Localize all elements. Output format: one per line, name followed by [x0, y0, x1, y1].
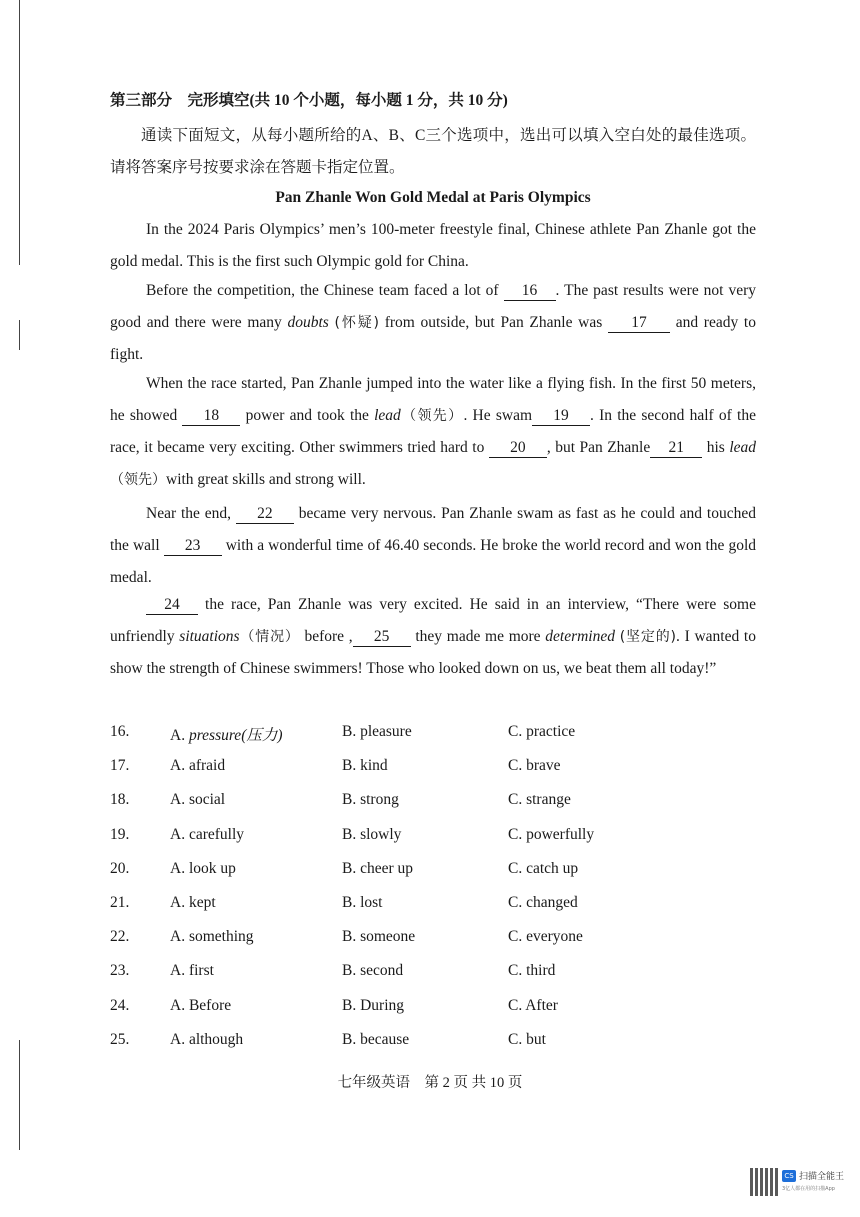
- glossed-word: lead: [729, 439, 756, 456]
- option-row: [110, 922, 756, 956]
- option-a: A. something: [170, 928, 254, 946]
- binding-line: [19, 0, 20, 265]
- option-a: A. kept: [170, 893, 216, 911]
- qr-code-icon: [750, 1168, 778, 1196]
- text-run: became very nervous. Pan Zhanle swam as fast as he could and touched the wall: [110, 505, 756, 554]
- option-c: C. strange: [508, 791, 571, 809]
- text-run: the race, Pan Zhanle was very excited. He said in an interview, “There were some unfriendly: [110, 596, 756, 645]
- option-c: C. changed: [508, 893, 578, 911]
- option-b: B. slowly: [342, 825, 402, 843]
- option-a: A. pressure(压力): [170, 727, 283, 744]
- blank-16: 16: [504, 282, 556, 301]
- section-heading: 第三部分 完形填空(共 10 个小题，每小题 1 分，共 10 分): [110, 92, 508, 109]
- option-row: [110, 1025, 756, 1059]
- question-number: 24.: [110, 996, 130, 1014]
- passage-paragraph-1: In the 2024 Paris Olympics’ men’s 100-meter freestyle final, Chinese athlete Pan Zhanle got the gold medal. This is the first such Olympic gold for China.: [110, 221, 756, 270]
- text-run: Near the end,: [146, 505, 236, 522]
- blank-21: 21: [650, 439, 702, 458]
- option-c: C. brave: [508, 757, 561, 775]
- option-row: [110, 888, 756, 922]
- question-number: 21.: [110, 893, 130, 911]
- camscanner-logo-icon: CS: [782, 1170, 796, 1182]
- blank-22: 22: [236, 505, 294, 524]
- passage-paragraph-4: [110, 498, 756, 594]
- text-run: with great skills and strong will.: [166, 471, 366, 488]
- blank-25: 25: [353, 628, 411, 647]
- passage-paragraph-2: [110, 275, 756, 371]
- option-b: B. someone: [342, 928, 416, 946]
- blank-18: 18: [182, 407, 240, 426]
- text-run: . In the second half of the race, it became very exciting. Other swimmers tried hard to: [110, 407, 756, 456]
- question-number: 18.: [110, 791, 130, 809]
- text-run: before ,: [299, 628, 353, 645]
- blank-19: 19: [532, 407, 590, 426]
- text-run: . The past results were not very good and there were many: [110, 282, 756, 331]
- option-b: B. lost: [342, 893, 383, 911]
- option-a: A. afraid: [170, 757, 226, 775]
- option-c: C. powerfully: [508, 825, 595, 843]
- question-number: 22.: [110, 928, 130, 946]
- question-number: 20.: [110, 859, 130, 877]
- answer-options: [110, 717, 756, 1059]
- option-c: C. catch up: [508, 859, 579, 877]
- option-b: B. kind: [342, 757, 388, 775]
- gloss: （情况）: [239, 629, 300, 645]
- option-row: [110, 785, 756, 819]
- text-run: . He swam: [463, 407, 533, 424]
- option-c: C. practice: [508, 723, 576, 740]
- gloss: （领先）: [110, 472, 166, 488]
- glossed-word: determined: [545, 628, 615, 645]
- gloss: (坚定的): [619, 629, 676, 645]
- option-a: A. look up: [170, 859, 236, 877]
- gloss: (怀疑): [334, 315, 379, 331]
- option-row: [110, 956, 756, 990]
- scanner-tagline: 3亿人都在用的扫描App: [782, 1186, 835, 1192]
- option-a: A. Before: [170, 996, 232, 1014]
- question-number: 23.: [110, 962, 130, 980]
- blank-17: 17: [608, 314, 670, 333]
- text-run: his: [702, 439, 730, 456]
- blank-20: 20: [489, 439, 547, 458]
- passage-paragraph-5: [110, 589, 756, 685]
- passage-title: Pan Zhanle Won Gold Medal at Paris Olympics: [275, 189, 591, 206]
- option-b: B. cheer up: [342, 859, 414, 877]
- binding-line: [19, 320, 20, 350]
- gloss: （领先）: [400, 408, 464, 424]
- option-b: B. strong: [342, 791, 399, 809]
- question-number: 17.: [110, 757, 130, 775]
- option-b: B. second: [342, 962, 404, 980]
- blank-24: 24: [146, 596, 198, 615]
- option-c: C. After: [508, 996, 558, 1014]
- option-b: B. During: [342, 996, 404, 1014]
- glossed-word: lead: [374, 407, 401, 424]
- question-number: 25.: [110, 1030, 130, 1048]
- binding-line: [19, 1040, 20, 1150]
- option-a: A. although: [170, 1030, 244, 1048]
- option-row: [110, 991, 756, 1025]
- page-footer: 七年级英语 第 2 页 共 10 页: [337, 1075, 523, 1091]
- text-run: , but Pan Zhanle: [546, 439, 651, 456]
- option-a: A. carefully: [170, 825, 245, 843]
- option-c: C. but: [508, 1030, 546, 1048]
- option-c: C. everyone: [508, 928, 583, 946]
- text-run: . I wanted to show the strength of Chinese swimmers! Those who looked down on us, we beat them all today!”: [110, 628, 756, 677]
- text-run: Before the competition, the Chinese team faced a lot of: [146, 282, 504, 299]
- section-instructions: 通读下面短文，从每小题所给的A、B、C三个选项中，选出可以填入空白处的最佳选项。请将答案序号按要求涂在答题卡指定位置。: [110, 127, 756, 176]
- option-row: [110, 751, 756, 785]
- option-row: [110, 820, 756, 854]
- text-run: they made me more: [410, 628, 546, 645]
- question-number: 19.: [110, 825, 130, 843]
- text-run: When the race started, Pan Zhanle jumped into the water like a flying fish. In the first 50 meters, he showed: [110, 375, 756, 424]
- option-a: A. social: [170, 791, 226, 809]
- blank-23: 23: [164, 537, 222, 556]
- option-row: [110, 717, 756, 751]
- glossed-word: doubts: [287, 314, 329, 331]
- text-run: and ready to fight.: [110, 314, 756, 363]
- text-run: from outside, but Pan Zhanle was: [379, 314, 608, 331]
- scanner-watermark: [750, 1168, 845, 1200]
- option-c: C. third: [508, 962, 556, 980]
- text-run: power and took the: [240, 407, 375, 424]
- text-run: with a wonderful time of 46.40 seconds. He broke the world record and won the gold medal.: [110, 537, 756, 586]
- glossed-word: situations: [179, 628, 240, 645]
- question-number: 16.: [110, 723, 130, 740]
- passage-paragraph-3: [110, 368, 756, 496]
- scanner-app-name: 扫描全能王: [799, 1172, 845, 1182]
- option-b: B. because: [342, 1030, 410, 1048]
- option-a: A. first: [170, 962, 214, 980]
- option-b: B. pleasure: [342, 723, 412, 740]
- option-row: [110, 854, 756, 888]
